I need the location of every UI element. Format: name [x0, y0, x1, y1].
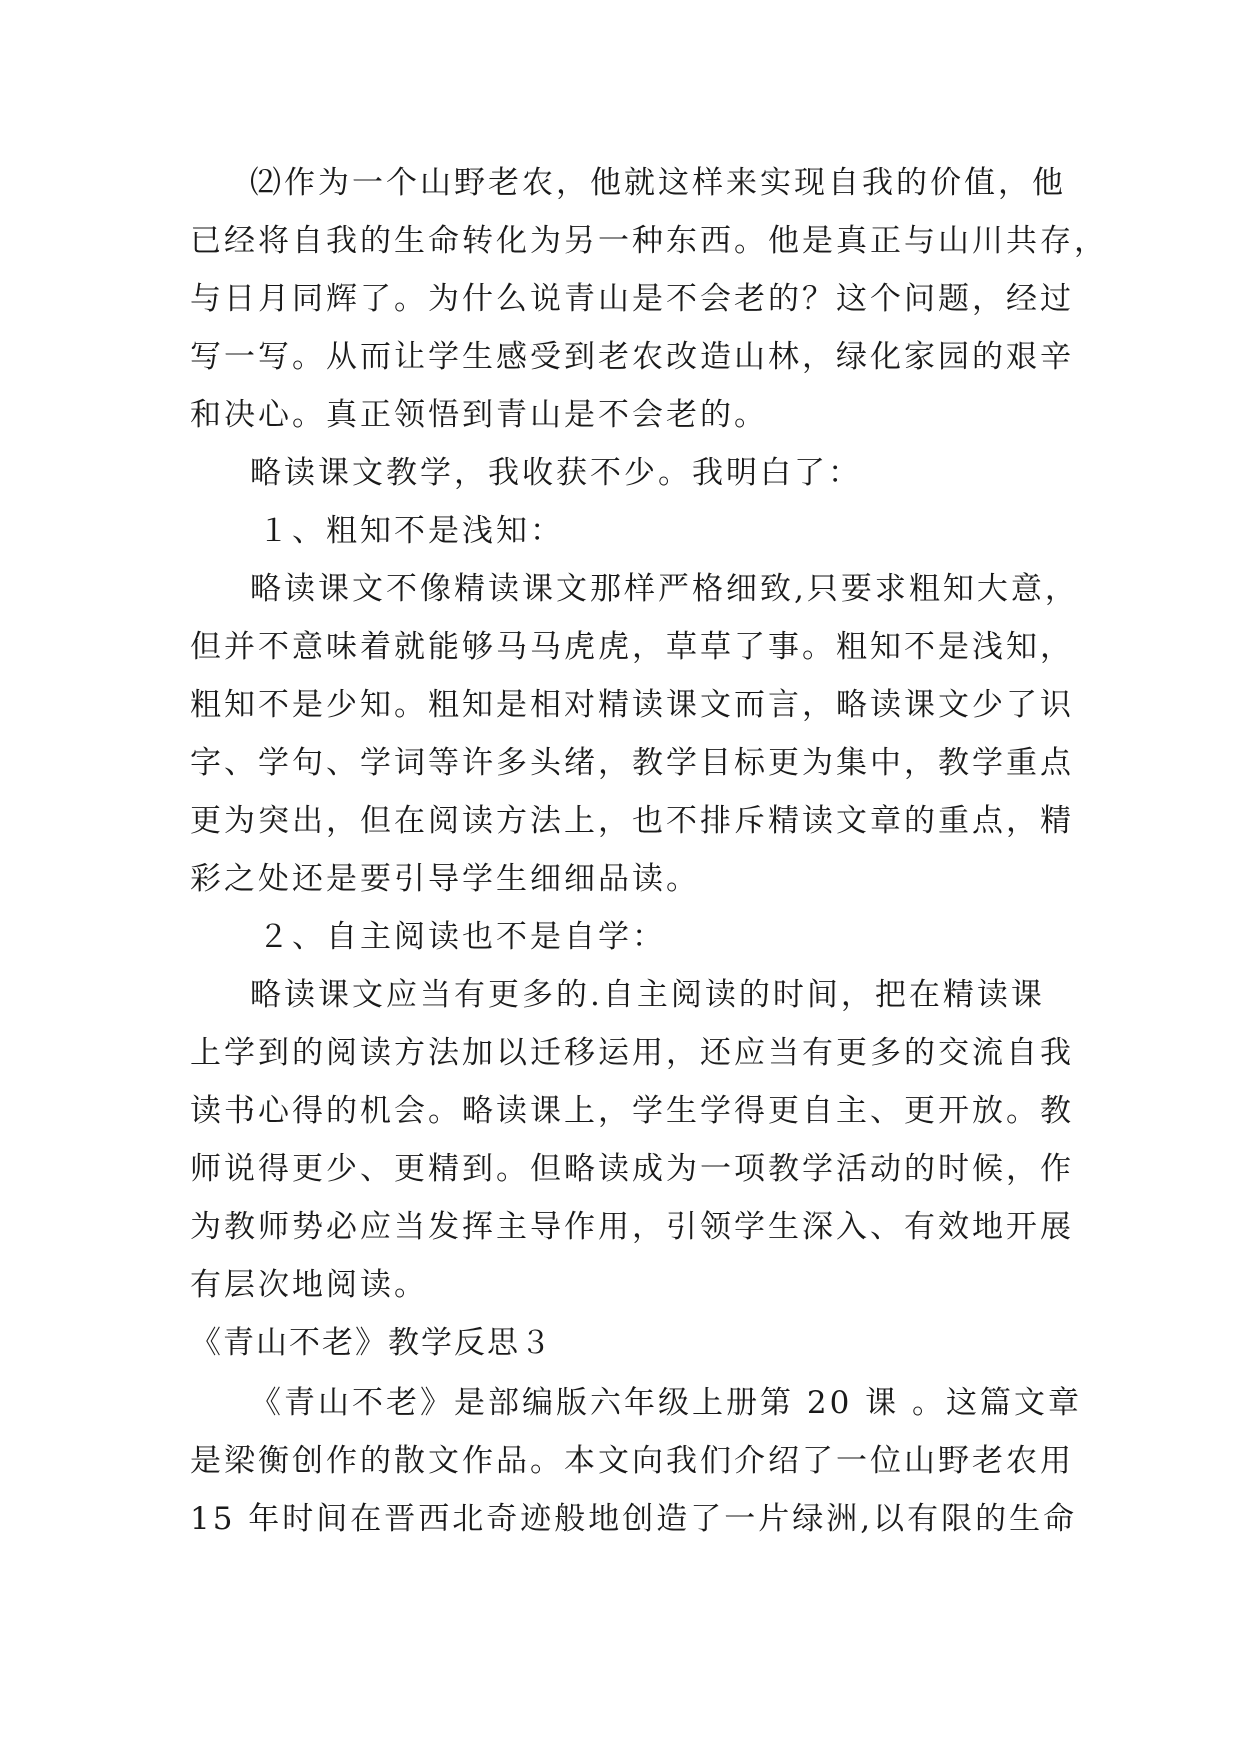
paragraph-line: 更为突出，但在阅读方法上，也不排斥精读文章的重点，精 — [190, 803, 1074, 839]
paragraph-line: 但并不意味着就能够马马虎虎，草草了事。粗知不是浅知， — [190, 629, 1074, 665]
paragraph-line: 略读课文教学，我收获不少。我明白了： — [250, 455, 862, 491]
paragraph-line: 和决心。真正领悟到青山是不会老的。 — [190, 397, 768, 433]
list-heading: １、粗知不是浅知： — [258, 513, 564, 549]
paragraph-line: 彩之处还是要引导学生细细品读。 — [190, 861, 700, 897]
paragraph-line: 已经将自我的生命转化为另一种东西。他是真正与山川共存， — [190, 223, 1108, 259]
paragraph-line: 写一写。从而让学生感受到老农改造山林，绿化家园的艰辛 — [190, 339, 1074, 375]
paragraph-line: 与日月同辉了。为什么说青山是不会老的？这个问题，经过 — [190, 281, 1074, 317]
paragraph-line: ⑵作为一个山野老农，他就这样来实现自我的价值，他 — [250, 165, 1066, 201]
paragraph-line: 粗知不是少知。粗知是相对精读课文而言，略读课文少了识 — [190, 687, 1074, 723]
paragraph-line: 读书心得的机会。略读课上，学生学得更自主、更开放。教 — [190, 1093, 1074, 1129]
paragraph-line: 是梁衡创作的散文作品。本文向我们介绍了一位山野老农用 — [190, 1443, 1074, 1479]
list-heading: ２、自主阅读也不是自学： — [258, 919, 666, 955]
paragraph-line: 《青山不老》是部编版六年级上册第 20 课 。这篇文章 — [250, 1385, 1083, 1421]
paragraph-line: 略读课文不像精读课文那样严格细致,只要求粗知大意， — [250, 571, 1079, 607]
paragraph-line: 字、学句、学词等许多头绪，教学目标更为集中，教学重点 — [190, 745, 1074, 781]
paragraph-line: 有层次地阅读。 — [190, 1267, 428, 1303]
paragraph-line: 略读课文应当有更多的.自主阅读的时间，把在精读课 — [250, 977, 1045, 1013]
paragraph-line: 15 年时间在晋西北奇迹般地创造了一片绿洲,以有限的生命 — [190, 1501, 1078, 1537]
paragraph-line: 为教师势必应当发挥主导作用，引领学生深入、有效地开展 — [190, 1209, 1074, 1245]
section-title: 《青山不老》教学反思３ — [190, 1325, 553, 1361]
paragraph-line: 上学到的阅读方法加以迁移运用，还应当有更多的交流自我 — [190, 1035, 1074, 1071]
paragraph-line: 师说得更少、更精到。但略读成为一项教学活动的时候，作 — [190, 1151, 1074, 1187]
